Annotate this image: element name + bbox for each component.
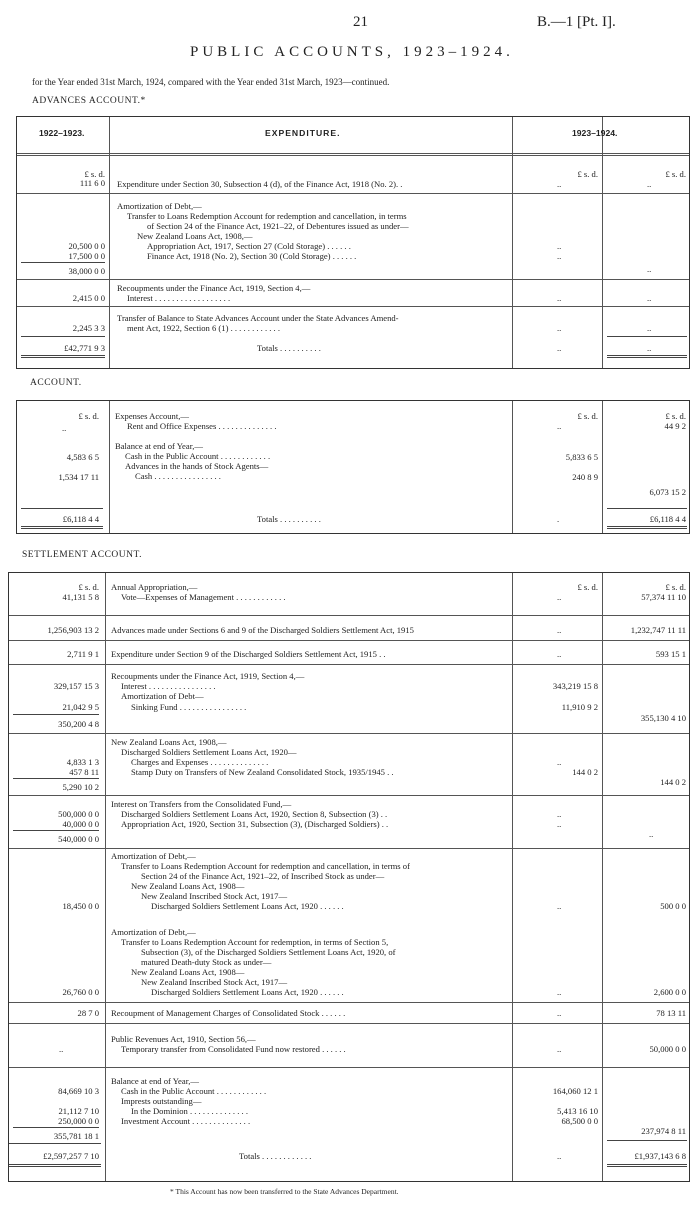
row-label: Cash in the Public Account . . . . . . . . . . . .	[125, 451, 271, 461]
row-label: Finance Act, 1918 (No. 2), Section 30 (Cold Storage) . . . . . .	[147, 251, 357, 261]
amount-total: ..	[647, 179, 652, 189]
row-label: Amortization of Debt,—	[111, 927, 196, 937]
amount-detail: ..	[557, 592, 562, 602]
amount-total: 355,130 4 10	[640, 713, 686, 723]
amount-1922: 26,760 0 0	[62, 987, 99, 997]
amount-1922: 250,000 0 0	[58, 1116, 99, 1126]
lsd-header: £ s. d.	[577, 169, 598, 179]
amount-total: 2,600 0 0	[653, 987, 686, 997]
amount-total: 237,974 8 11	[641, 1126, 686, 1136]
row-label: Discharged Soldiers Settlement Loans Act, 1920 . . . . . .	[151, 987, 344, 997]
amount-1922: 2,415 0 0	[72, 293, 105, 303]
amount-detail: ..	[557, 179, 562, 189]
total-detail: ..	[557, 1151, 562, 1161]
row-label: Transfer to Loans Redemption Account for redemption and cancellation, in terms	[127, 211, 407, 221]
totals-label: Totals . . . . . . . . . . . .	[239, 1151, 312, 1161]
amount-total: 500 0 0	[660, 901, 686, 911]
row-label: Stamp Duty on Transfers of New Zealand Consolidated Stock, 1935/1945 . .	[131, 767, 394, 777]
total-1923: £6,118 4 4	[649, 514, 686, 524]
row-label: New Zealand Loans Act, 1908—	[131, 881, 245, 891]
amount-1922: 28 7 0	[77, 1008, 99, 1018]
row-label: In the Dominion . . . . . . . . . . . . . .	[131, 1106, 248, 1116]
amount-detail: ..	[557, 323, 562, 333]
amount-detail: 68,500 0 0	[561, 1116, 598, 1126]
amount-total: 57,374 11 10	[641, 592, 686, 602]
amount-1922: 21,042 9 5	[62, 702, 99, 712]
amount-total: ..	[647, 293, 652, 303]
row-label: Transfer of Balance to State Advances Account under the State Advances Amend-	[117, 313, 399, 323]
row-label: Rent and Office Expenses . . . . . . . . . . . . . .	[127, 421, 277, 431]
row-label: Amortization of Debt,—	[117, 201, 202, 211]
row-label: New Zealand Loans Act, 1908,—	[137, 231, 253, 241]
row-label: Interest . . . . . . . . . . . . . . . .	[121, 681, 216, 691]
row-label: New Zealand Inscribed Stock Act, 1917—	[141, 891, 288, 901]
amount-detail: 144 0 2	[572, 767, 598, 777]
total-1923: £1,937,143 6 8	[634, 1151, 686, 1161]
section-heading-account: ACCOUNT.	[30, 378, 82, 388]
amount-detail: ..	[557, 625, 562, 635]
amount-detail: ..	[557, 901, 562, 911]
row-label: Discharged Soldiers Settlement Loans Act, 1920, Section 8, Subsection (3) . .	[121, 809, 388, 819]
amount-detail: ..	[557, 1044, 562, 1054]
amount-total: 50,000 0 0	[649, 1044, 686, 1054]
subtotal-1922: 38,000 0 0	[68, 266, 105, 276]
amount-1922: ..	[62, 423, 67, 433]
row-label: Annual Appropriation,—	[111, 582, 198, 592]
row-label: Subsection (3), of the Discharged Soldiers Settlement Loans Act, 1920, of	[141, 947, 396, 957]
row-label: New Zealand Loans Act, 1908,—	[111, 737, 227, 747]
total-detail: ..	[557, 343, 562, 353]
row-label: Section 24 of the Finance Act, 1921–22, of Inscribed Stock as under—	[141, 871, 385, 881]
footnote: * This Account has now been transferred to the State Advances Department.	[170, 1187, 399, 1196]
row-label: Transfer to Loans Redemption Account for redemption, in terms of Section 5,	[121, 937, 389, 947]
amount-1922: 4,833 1 3	[66, 757, 99, 767]
amount-detail: 240 8 9	[572, 472, 598, 482]
amount-1922: 1,256,903 13 2	[47, 625, 99, 635]
lsd-header: £ s. d.	[665, 169, 686, 179]
amount-detail: ..	[557, 809, 562, 819]
row-label: Cash . . . . . . . . . . . . . . . .	[135, 471, 221, 481]
row-label: Temporary transfer from Consolidated Fund now restored . . . . . .	[121, 1044, 346, 1054]
total-1922: £6,118 4 4	[62, 514, 99, 524]
amount-1922: 41,131 5 8	[62, 592, 99, 602]
row-label: Recoupment of Management Charges of Consolidated Stock . . . . . .	[111, 1008, 346, 1018]
advances-expenditure-table	[16, 116, 690, 369]
amount-total: 1,232,747 11 11	[630, 625, 686, 635]
amount-1922: 4,583 6 5	[66, 452, 99, 462]
page-number: 21	[353, 14, 368, 30]
amount-detail: 5,833 6 5	[565, 452, 598, 462]
row-label: Imprests outstanding—	[121, 1096, 202, 1106]
account-table	[16, 400, 690, 534]
amount-detail: ..	[557, 819, 562, 829]
amount-1922: 1,534 17 11	[58, 472, 99, 482]
section-heading-settlement: SETTLEMENT ACCOUNT.	[22, 550, 142, 560]
row-label: Amortization of Debt,—	[111, 851, 196, 861]
total-1923: ..	[647, 343, 652, 353]
amount-total: ..	[649, 829, 654, 839]
amount-detail: 343,219 15 8	[552, 681, 598, 691]
amount-total: ..	[647, 264, 652, 274]
row-label: of Section 24 of the Finance Act, 1921–22, of Debentures issued as under—	[147, 221, 409, 231]
amount-1922: 2,245 3 3	[72, 323, 105, 333]
amount-detail: ..	[557, 649, 562, 659]
amount-detail: 5,413 16 10	[557, 1106, 598, 1116]
lsd-header: £ s. d.	[665, 411, 686, 421]
amount-detail: 164,060 12 1	[552, 1086, 598, 1096]
amount-1922: 111 6 0	[79, 178, 105, 188]
row-label: Expenses Account,—	[115, 411, 189, 421]
section-heading-advances: ADVANCES ACCOUNT.*	[32, 96, 146, 106]
row-label: Interest on Transfers from the Consolidated Fund,—	[111, 799, 292, 809]
row-label: New Zealand Inscribed Stock Act, 1917—	[141, 977, 288, 987]
row-label: Recoupments under the Finance Act, 1919, Section 4,—	[111, 671, 305, 681]
amount-1922: 18,450 0 0	[62, 901, 99, 911]
lsd-header: £ s. d.	[84, 169, 105, 179]
amount-1922: 17,500 0 0	[68, 251, 105, 261]
row-label: Balance at end of Year,—	[115, 441, 203, 451]
page-subtitle: for the Year ended 31st March, 1924, compared with the Year ended 31st March, 1923—continued.	[32, 77, 390, 87]
row-label: Cash in the Public Account . . . . . . . . . . . .	[121, 1086, 267, 1096]
amount-total: ..	[647, 323, 652, 333]
subtotal-1922: 5,290 10 2	[62, 782, 99, 792]
row-label: Vote—Expenses of Management . . . . . . . . . . . .	[121, 592, 286, 602]
lsd-header: £ s. d.	[78, 411, 99, 421]
amount-1922: 457 8 11	[69, 767, 99, 777]
expenditure-heading: EXPENDITURE.	[265, 128, 341, 138]
row-label: Discharged Soldiers Settlement Loans Act, 1920 . . . . . .	[151, 901, 344, 911]
lsd-header: £ s. d.	[577, 582, 598, 592]
settlement-account-table	[8, 572, 690, 1182]
row-label: Appropriation Act, 1917, Section 27 (Cold Storage) . . . . . .	[147, 241, 351, 251]
page-title: PUBLIC ACCOUNTS, 1923–1924.	[190, 44, 514, 60]
total-detail: .	[557, 514, 560, 524]
row-label: Public Revenues Act, 1910, Section 56,—	[111, 1034, 256, 1044]
row-label: Discharged Soldiers Settlement Loans Act, 1920—	[121, 747, 297, 757]
amount-detail: ..	[557, 421, 562, 431]
total-1922: £2,597,257 7 10	[43, 1151, 99, 1161]
subtotal-1922: 350,200 4 8	[58, 719, 99, 729]
row-label: Transfer to Loans Redemption Account for redemption and cancellation, in terms of	[121, 861, 410, 871]
row-label: New Zealand Loans Act, 1908—	[131, 967, 245, 977]
row-label: Investment Account . . . . . . . . . . . . . .	[121, 1116, 251, 1126]
row-label: Advances made under Sections 6 and 9 of the Discharged Soldiers Settlement Act, 1915	[111, 625, 414, 635]
amount-total: 6,073 15 2	[649, 487, 686, 497]
row-label: Balance at end of Year,—	[111, 1076, 199, 1086]
amount-1922: ..	[59, 1044, 64, 1054]
amount-total: 44 9 2	[664, 421, 686, 431]
row-label: Interest . . . . . . . . . . . . . . . . . .	[127, 293, 231, 303]
amount-1922: 40,000 0 0	[62, 819, 99, 829]
lsd-header: £ s. d.	[78, 582, 99, 592]
amount-detail: ..	[557, 757, 562, 767]
row-label: Recoupments under the Finance Act, 1919, Section 4,—	[117, 283, 311, 293]
amount-detail: ..	[557, 251, 562, 261]
amount-detail: ..	[557, 1008, 562, 1018]
amount-1922: 329,157 15 3	[53, 681, 99, 691]
subtotal-1922: 540,000 0 0	[58, 834, 99, 844]
lsd-header: £ s. d.	[665, 582, 686, 592]
row-label: Expenditure under Section 9 of the Discharged Soldiers Settlement Act, 1915 . .	[111, 649, 386, 659]
row-label: Advances in the hands of Stock Agents—	[125, 461, 269, 471]
amount-detail: ..	[557, 987, 562, 997]
amount-1922: 500,000 0 0	[58, 809, 99, 819]
amount-total: 593 15 1	[655, 649, 686, 659]
row-label: ment Act, 1922, Section 6 (1) . . . . . . . . . . . .	[127, 323, 281, 333]
amount-1922: 2,711 9 1	[67, 649, 99, 659]
totals-label: Totals . . . . . . . . . .	[257, 343, 321, 353]
year-heading-1922: 1922–1923.	[39, 128, 85, 138]
subtotal-1922: 355,781 18 1	[53, 1131, 99, 1141]
amount-1922: 20,500 0 0	[68, 241, 105, 251]
amount-total: 78 13 11	[656, 1008, 686, 1018]
row-label: Appropriation Act, 1920, Section 31, Subsection (3), (Discharged Soldiers) . .	[121, 819, 389, 829]
totals-label: Totals . . . . . . . . . .	[257, 514, 321, 524]
amount-1922: 21,112 7 10	[58, 1106, 99, 1116]
year-heading-1923: 1923–1924.	[572, 128, 618, 138]
row-label: Sinking Fund . . . . . . . . . . . . . . . .	[131, 702, 247, 712]
total-1922: £42,771 9 3	[64, 343, 105, 353]
amount-total: 144 0 2	[660, 777, 686, 787]
lsd-header: £ s. d.	[577, 411, 598, 421]
row-label: Charges and Expenses . . . . . . . . . . . . . .	[131, 757, 269, 767]
amount-1922: 84,669 10 3	[58, 1086, 99, 1096]
amount-detail: ..	[557, 241, 562, 251]
document-reference: B.—1 [Pt. I].	[537, 14, 616, 30]
row-label: Expenditure under Section 30, Subsection 4 (d), of the Finance Act, 1918 (No. 2). .	[117, 179, 403, 189]
row-label: matured Death-duty Stock as under—	[141, 957, 272, 967]
amount-detail: ..	[557, 293, 562, 303]
amount-detail: 11,910 9 2	[561, 702, 598, 712]
row-label: Amortization of Debt—	[121, 691, 204, 701]
